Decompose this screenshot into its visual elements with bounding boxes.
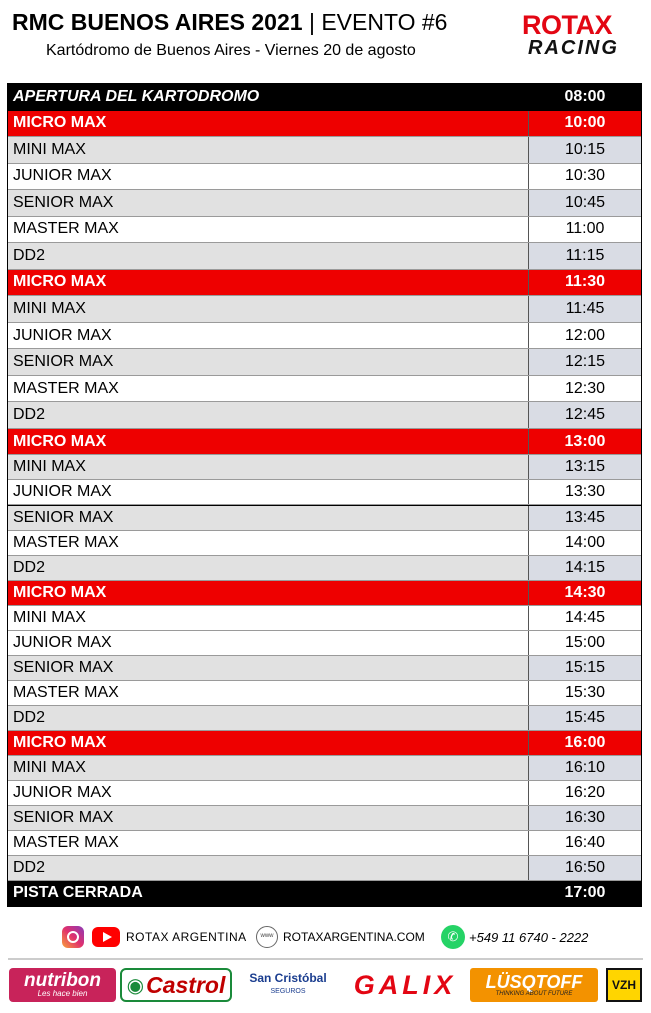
schedule-time: 08:00 <box>529 84 641 111</box>
schedule-category: DD2 <box>8 706 529 730</box>
event-number: | EVENTO #6 <box>308 9 448 35</box>
schedule-time: 16:00 <box>529 731 641 755</box>
schedule-category: MASTER MAX <box>8 831 529 855</box>
sponsor-lusqtoff-name: LÜSQTOFF <box>485 971 583 992</box>
schedule-row <box>8 581 641 606</box>
globe-icon: www <box>256 926 278 948</box>
schedule-category: MINI MAX <box>8 455 529 479</box>
schedule-table <box>7 83 642 907</box>
schedule-time: 14:15 <box>529 556 641 580</box>
sponsor-sancristobal-name: San Cristóbal <box>249 971 327 985</box>
schedule-time: 16:30 <box>529 806 641 830</box>
schedule-time: 10:30 <box>529 164 641 190</box>
schedule-time: 16:10 <box>529 756 641 780</box>
schedule-category: MICRO MAX <box>8 270 529 296</box>
schedule-category: SENIOR MAX <box>8 349 529 375</box>
sponsor-vzh-logo <box>606 968 642 1002</box>
schedule-row <box>8 631 641 656</box>
schedule-time: 13:45 <box>529 506 641 530</box>
schedule-row <box>8 681 641 706</box>
schedule-category: DD2 <box>8 402 529 428</box>
schedule-row <box>8 806 641 831</box>
schedule-time: 12:00 <box>529 323 641 349</box>
website-link[interactable]: ROTAXARGENTINA.COM <box>283 930 425 944</box>
schedule-category: MINI MAX <box>8 296 529 322</box>
schedule-time: 14:45 <box>529 606 641 630</box>
schedule-row <box>8 881 641 906</box>
instagram-icon[interactable] <box>62 926 84 948</box>
sponsor-nutribon-logo <box>9 968 116 1002</box>
schedule-time: 10:15 <box>529 137 641 163</box>
sponsor-castrol-name: Castrol <box>146 971 226 998</box>
schedule-category: MINI MAX <box>8 756 529 780</box>
logo-text-racing: RACING <box>528 37 619 59</box>
schedule-category: MASTER MAX <box>8 376 529 402</box>
schedule-category: DD2 <box>8 556 529 580</box>
sponsor-lusqtoff-tagline: THINKING ABOUT FUTURE <box>495 990 573 997</box>
schedule-category: MASTER MAX <box>8 681 529 705</box>
schedule-category: MINI MAX <box>8 606 529 630</box>
schedule-row <box>8 296 641 323</box>
schedule-time: 11:00 <box>529 217 641 243</box>
schedule-row <box>8 781 641 806</box>
schedule-row <box>8 731 641 756</box>
footer-divider <box>8 958 643 960</box>
schedule-category: JUNIOR MAX <box>8 781 529 805</box>
schedule-time: 17:00 <box>529 881 641 906</box>
schedule-time: 13:15 <box>529 455 641 479</box>
schedule-row <box>8 606 641 631</box>
sponsor-sancristobal-tagline: SEGUROS <box>270 988 306 995</box>
schedule-time: 13:00 <box>529 429 641 455</box>
schedule-category: SENIOR MAX <box>8 190 529 216</box>
schedule-row <box>8 376 641 403</box>
schedule-category: MICRO MAX <box>8 731 529 755</box>
schedule-time: 10:00 <box>529 111 641 137</box>
schedule-time: 14:30 <box>529 581 641 605</box>
sponsor-castrol-logo <box>120 968 232 1002</box>
schedule-row <box>8 656 641 681</box>
schedule-category: MINI MAX <box>8 137 529 163</box>
schedule-time: 16:40 <box>529 831 641 855</box>
schedule-row <box>8 429 641 456</box>
schedule-row <box>8 217 641 244</box>
schedule-row <box>8 455 641 480</box>
schedule-category: SENIOR MAX <box>8 806 529 830</box>
schedule-row <box>8 506 641 531</box>
sponsor-vzh-name: VZH <box>612 978 636 992</box>
schedule-row <box>8 831 641 856</box>
schedule-category: SENIOR MAX <box>8 656 529 680</box>
sponsor-lusqtoff-logo <box>470 968 598 1002</box>
schedule-row <box>8 111 641 138</box>
event-name: RMC BUENOS AIRES 2021 <box>12 9 303 35</box>
schedule-category: JUNIOR MAX <box>8 323 529 349</box>
schedule-row <box>8 137 641 164</box>
schedule-row <box>8 84 641 111</box>
schedule-time: 15:45 <box>529 706 641 730</box>
sponsor-sancristobal-logo <box>236 968 340 1002</box>
schedule-row <box>8 556 641 581</box>
page-subtitle: Kartódromo de Buenos Aires - Viernes 20 de agosto <box>46 42 416 59</box>
schedule-row <box>8 270 641 297</box>
schedule-time: 15:15 <box>529 656 641 680</box>
schedule-row <box>8 323 641 350</box>
schedule-time: 16:20 <box>529 781 641 805</box>
schedule-category: SENIOR MAX <box>8 506 529 530</box>
schedule-category: MICRO MAX <box>8 111 529 137</box>
sponsor-nutribon-tagline: Les hace bien <box>37 988 88 998</box>
page-title <box>12 8 447 36</box>
schedule-row <box>8 756 641 781</box>
schedule-category: JUNIOR MAX <box>8 164 529 190</box>
schedule-category: DD2 <box>8 243 529 269</box>
whatsapp-icon[interactable]: ✆ <box>441 925 465 949</box>
schedule-row <box>8 402 641 429</box>
schedule-category: MICRO MAX <box>8 581 529 605</box>
youtube-icon[interactable] <box>92 927 120 947</box>
schedule-category: PISTA CERRADA <box>8 881 529 906</box>
phone-number[interactable]: +549 11 6740 - 2222 <box>469 930 589 945</box>
schedule-time: 11:30 <box>529 270 641 296</box>
sponsor-galix-logo <box>345 968 465 1002</box>
schedule-time: 11:45 <box>529 296 641 322</box>
sponsor-nutribon-name: nutribon <box>23 969 102 991</box>
schedule-time: 12:45 <box>529 402 641 428</box>
schedule-time: 12:30 <box>529 376 641 402</box>
logo-text-rotax: ROTAX <box>522 10 612 40</box>
schedule-category: DD2 <box>8 856 529 880</box>
schedule-time: 15:30 <box>529 681 641 705</box>
schedule-row <box>8 480 641 505</box>
schedule-category: APERTURA DEL KARTODROMO <box>8 84 529 111</box>
sponsor-galix-name: GALIX <box>353 969 457 1000</box>
schedule-time: 10:45 <box>529 190 641 216</box>
social-handle[interactable]: ROTAX ARGENTINA <box>126 930 247 944</box>
schedule-category: JUNIOR MAX <box>8 480 529 504</box>
schedule-row <box>8 190 641 217</box>
schedule-row <box>8 856 641 881</box>
schedule-row <box>8 349 641 376</box>
schedule-row <box>8 164 641 191</box>
schedule-time: 12:15 <box>529 349 641 375</box>
schedule-time: 11:15 <box>529 243 641 269</box>
schedule-row <box>8 531 641 556</box>
schedule-category: JUNIOR MAX <box>8 631 529 655</box>
schedule-row <box>8 706 641 731</box>
schedule-category: MASTER MAX <box>8 531 529 555</box>
footer-contact-bar <box>0 922 651 952</box>
castrol-emblem-icon: ◉ <box>126 974 145 997</box>
schedule-time: 15:00 <box>529 631 641 655</box>
schedule-time: 16:50 <box>529 856 641 880</box>
rotax-racing-logo <box>522 12 640 58</box>
schedule-time: 14:00 <box>529 531 641 555</box>
schedule-row <box>8 243 641 270</box>
schedule-time: 13:30 <box>529 480 641 504</box>
schedule-category: MASTER MAX <box>8 217 529 243</box>
schedule-category: MICRO MAX <box>8 429 529 455</box>
